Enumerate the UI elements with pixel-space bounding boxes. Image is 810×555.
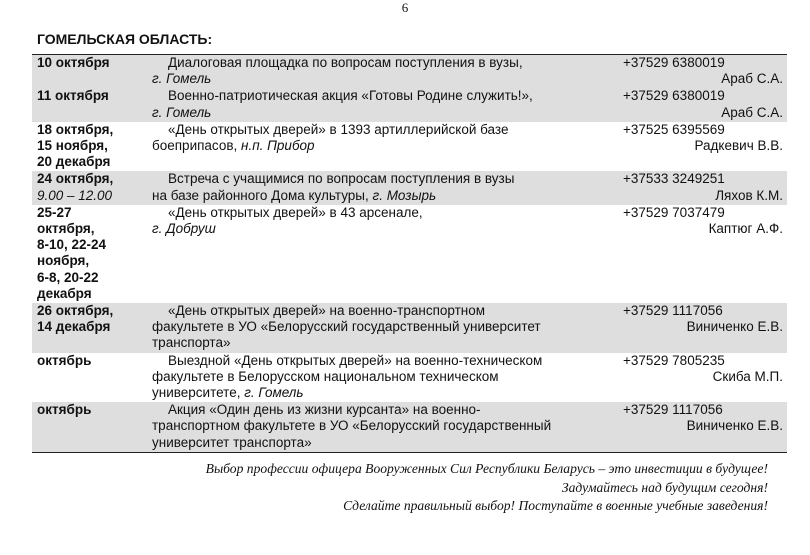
- event-description-line: «День открытых дверей» в 1393 артиллерийской базе: [168, 121, 509, 137]
- contact-phone: +37529 7037479: [623, 204, 725, 220]
- event-description: [147, 122, 618, 172]
- contact-phone: +37529 6380019: [623, 88, 725, 104]
- event-place: г. Гомель: [152, 71, 212, 87]
- event-contact: [618, 88, 787, 121]
- event-dates: [32, 353, 147, 403]
- event-date: 8-10, 22-24: [37, 237, 107, 253]
- event-description-line: транспортном факультете в УО «Белорусский государственный: [152, 418, 552, 434]
- event-date: 24 октября,: [37, 171, 114, 187]
- event-description-line: Встреча с учащимися по вопросам поступления в вузы: [168, 171, 515, 187]
- event-contact: [618, 353, 787, 403]
- contact-person: Араб С.А.: [721, 104, 783, 120]
- event-contact: [618, 55, 787, 89]
- event-date: октябрь: [37, 352, 92, 368]
- slogan-line: Задумайтесь над будущим сегодня!: [561, 479, 768, 495]
- event-description-line: транспорта»: [152, 335, 231, 351]
- slogan-line: Сделайте правильный выбор! Поступайте в военные учебные заведения!: [343, 498, 768, 513]
- event-dates: [32, 171, 147, 204]
- slogan: [68, 460, 768, 516]
- event-dates: [32, 205, 147, 303]
- contact-person: Виниченко Е.В.: [686, 319, 783, 335]
- page-number: 6: [401, 0, 409, 15]
- contact-person: Араб С.А.: [721, 71, 783, 87]
- event-place: г. Гомель: [152, 104, 212, 120]
- contact-person: Ляхов К.М.: [715, 187, 783, 203]
- event-description-line: Диалоговая площадка по вопросам поступления в вузы,: [168, 55, 523, 70]
- event-description-line: «День открытых дверей» на военно-транспортном: [168, 303, 486, 319]
- event-dates: [32, 55, 147, 89]
- event-date: 20 декабря: [37, 154, 111, 170]
- event-contact: [618, 122, 787, 172]
- event-description: [147, 171, 618, 204]
- event-row: [32, 303, 787, 353]
- contact-phone: +37529 7805235: [623, 352, 725, 368]
- event-contact: [618, 205, 787, 303]
- event-date: 15 ноября,: [37, 138, 108, 154]
- event-date: 11 октября: [37, 88, 109, 104]
- events-table: [32, 54, 787, 453]
- event-place: г. Добруш: [152, 221, 216, 237]
- event-contact: [618, 303, 787, 353]
- contact-phone: +37529 1117056: [623, 303, 723, 319]
- event-contact: [618, 171, 787, 204]
- contact-phone: +37525 6395569: [623, 121, 725, 137]
- event-date: 14 декабря: [37, 319, 111, 335]
- event-contact: [618, 402, 787, 452]
- event-date: октября,: [37, 221, 95, 237]
- event-description-line: факультете в УО «Белорусский государственный университет: [152, 319, 541, 335]
- event-description: [147, 88, 618, 121]
- event-description-line: Выездной «День открытых дверей» на военно-техническом: [168, 352, 543, 368]
- event-description-line: университет транспорта»: [152, 434, 312, 450]
- event-dates: [32, 88, 147, 121]
- event-date: 10 октября: [37, 55, 110, 70]
- event-row: [32, 353, 787, 403]
- contact-person: Скиба М.П.: [712, 368, 783, 384]
- event-date: декабря: [37, 285, 92, 301]
- event-description: [147, 55, 618, 89]
- event-place: г. Гомель: [244, 385, 304, 401]
- event-date: октябрь: [37, 402, 92, 418]
- event-date: ноября,: [37, 253, 90, 269]
- event-row: [32, 402, 787, 452]
- event-description-line: «День открытых дверей» в 43 арсенале,: [168, 204, 423, 220]
- slogan-line: Выбор профессии офицера Вооруженных Сил Республики Беларусь – это инвестиции в будущее!: [205, 461, 768, 476]
- event-description-line: факультете в Белорусском национальном техническом: [152, 368, 499, 384]
- event-row: [32, 205, 787, 303]
- event-date: 25-27: [37, 204, 72, 220]
- event-description-line: Акция «Один день из жизни курсанта» на военно-: [168, 402, 481, 418]
- event-description-line: университете,: [152, 385, 241, 401]
- region-title: ГОМЕЛЬСКАЯ ОБЛАСТЬ:: [37, 31, 213, 47]
- event-description-line: боеприпасов,: [152, 138, 238, 154]
- event-dates: [32, 402, 147, 452]
- event-description: [147, 353, 618, 403]
- event-dates: [32, 303, 147, 353]
- event-place: н.п. Прибор: [241, 138, 315, 154]
- event-row: [32, 122, 787, 172]
- contact-person: Виниченко Е.В.: [686, 418, 783, 434]
- event-description: [147, 303, 618, 353]
- contact-person: Каптюг А.Ф.: [708, 221, 783, 237]
- event-date: 26 октября,: [37, 303, 114, 319]
- contact-phone: +37533 3249251: [623, 171, 725, 187]
- event-row: [32, 171, 787, 204]
- contact-person: Радкевич В.В.: [694, 138, 783, 154]
- contact-phone: +37529 1117056: [623, 402, 723, 418]
- event-description: [147, 205, 618, 303]
- event-dates: [32, 122, 147, 172]
- event-place: г. Мозырь: [372, 187, 437, 203]
- event-row: [32, 55, 787, 89]
- event-description-line: на базе районного Дома культуры,: [152, 187, 369, 203]
- event-row: [32, 88, 787, 121]
- event-date: 6-8, 20-22: [37, 269, 99, 285]
- contact-phone: +37529 6380019: [623, 55, 725, 70]
- event-description: [147, 402, 618, 452]
- event-description-line: Военно-патриотическая акция «Готовы Родине служить!»,: [168, 88, 533, 104]
- event-date: 18 октября,: [37, 121, 114, 137]
- event-time: 9.00 – 12.00: [37, 187, 113, 203]
